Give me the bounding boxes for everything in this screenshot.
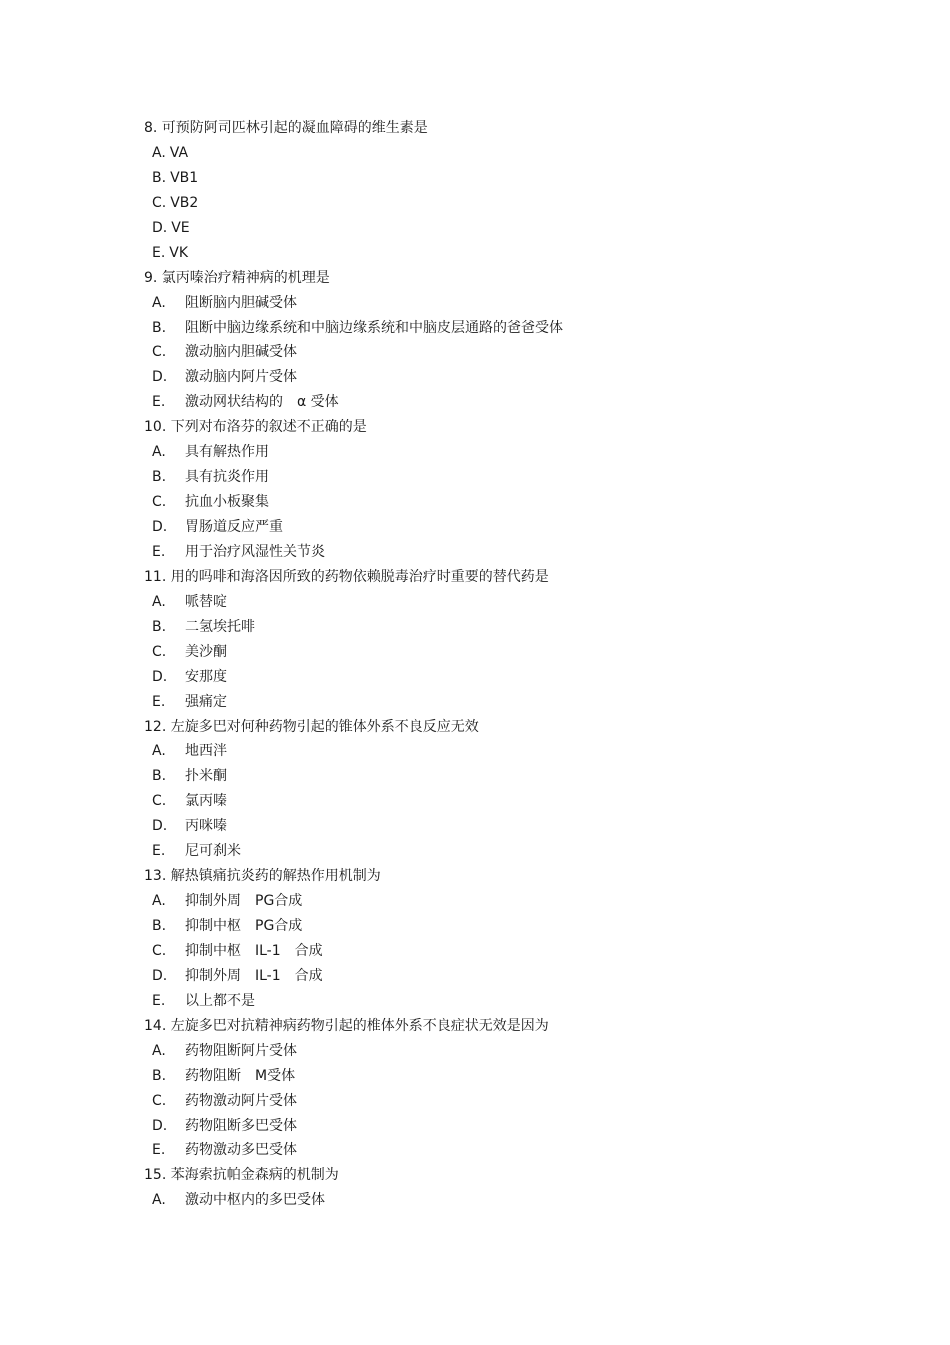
answer-option — [144, 590, 904, 615]
answer-option — [144, 1114, 904, 1139]
option-text: VE — [171, 219, 190, 236]
option-text: 地西泮 — [185, 743, 227, 760]
answer-option — [144, 789, 904, 814]
option-text: 哌替啶 — [185, 593, 227, 610]
answer-option — [144, 241, 904, 266]
option-text: 安那度 — [185, 668, 227, 685]
answer-option — [144, 540, 904, 565]
question-stem: 9. 氯丙嗪治疗精神病的机理是 — [144, 269, 330, 286]
option-letter: E. — [152, 1142, 166, 1159]
option-letter: E. — [152, 543, 166, 560]
option-letter: C. — [152, 793, 167, 810]
option-text: 尼可刹米 — [185, 843, 241, 860]
answer-option — [144, 665, 904, 690]
option-letter: E. — [152, 394, 166, 411]
option-text: 扑米酮 — [185, 768, 227, 785]
option-letter: C. — [152, 344, 167, 361]
option-text: VA — [169, 144, 189, 161]
option-text: 药物阻断 M受体 — [185, 1067, 296, 1084]
option-letter: C. — [152, 194, 167, 211]
option-letter: B. — [152, 618, 167, 635]
answer-option — [144, 989, 904, 1014]
option-letter: E. — [152, 992, 166, 1009]
option-text: 抑制中枢 IL-1 合成 — [185, 942, 323, 959]
option-text: 强痛定 — [185, 693, 227, 710]
answer-option — [144, 216, 904, 241]
option-letter: E. — [152, 244, 166, 261]
option-text: 药物阻断多巴受体 — [185, 1117, 297, 1134]
option-letter: E. — [152, 693, 166, 710]
option-text: 具有抗炎作用 — [185, 469, 269, 486]
option-text: 二氢埃托啡 — [185, 618, 255, 635]
option-letter: D. — [152, 219, 168, 236]
answer-option — [144, 141, 904, 166]
option-text: 抑制中枢 PG合成 — [185, 918, 303, 934]
question-list — [144, 116, 904, 1213]
answer-option — [144, 1089, 904, 1114]
option-text: 药物激动多巴受体 — [185, 1142, 297, 1159]
answer-option — [144, 340, 904, 365]
option-letter: A. — [152, 294, 166, 311]
answer-option — [144, 440, 904, 465]
answer-option — [144, 490, 904, 515]
answer-option — [144, 390, 904, 415]
answer-option — [144, 939, 904, 964]
question-stem: 8. 可预防阿司匹林引起的凝血障碍的维生素是 — [144, 120, 428, 136]
question-stem: 11. 用的吗啡和海洛因所致的药物依赖脱毒治疗时重要的替代药是 — [144, 568, 549, 585]
answer-option — [144, 365, 904, 390]
option-letter: D. — [152, 818, 168, 835]
option-letter: D. — [152, 519, 168, 535]
option-text: 激动脑内阿片受体 — [185, 369, 297, 386]
answer-option — [144, 690, 904, 715]
option-text: 激动网状结构的 α 受体 — [185, 394, 339, 411]
option-letter: A. — [152, 893, 166, 910]
option-letter: B. — [152, 918, 167, 934]
option-letter: A. — [152, 1192, 166, 1209]
option-letter: A. — [152, 743, 166, 760]
answer-option — [144, 166, 904, 191]
answer-option — [144, 515, 904, 540]
option-text: 阻断脑内胆碱受体 — [185, 294, 297, 311]
answer-option — [144, 889, 904, 914]
option-letter: D. — [152, 1117, 168, 1134]
option-text: 激动中枢内的多巴受体 — [185, 1192, 325, 1209]
option-letter: B. — [152, 169, 167, 186]
option-letter: B. — [152, 1067, 167, 1084]
option-text: 抑制外周 PG合成 — [185, 893, 303, 910]
option-text: 抑制外周 IL-1 合成 — [185, 967, 323, 984]
option-letter: A. — [152, 1042, 166, 1059]
option-text: 激动脑内胆碱受体 — [185, 344, 297, 361]
option-letter: C. — [152, 942, 167, 959]
answer-option — [144, 640, 904, 665]
answer-option — [144, 964, 904, 989]
option-letter: A. — [152, 444, 166, 461]
option-letter: C. — [152, 494, 167, 511]
option-letter: E. — [152, 843, 166, 860]
answer-option — [144, 1188, 904, 1213]
answer-option — [144, 839, 904, 864]
option-letter: A. — [152, 593, 166, 610]
option-text: 美沙酮 — [185, 643, 227, 660]
question-stem: 15. 苯海索抗帕金森病的机制为 — [144, 1167, 339, 1184]
question-stem: 13. 解热镇痛抗炎药的解热作用机制为 — [144, 868, 381, 885]
option-text: 丙咪嗪 — [185, 818, 227, 835]
option-text: VB2 — [170, 194, 199, 211]
question-stem: 14. 左旋多巴对抗精神病药物引起的椎体外系不良症状无效是因为 — [144, 1017, 549, 1034]
answer-option — [144, 1039, 904, 1064]
option-letter: C. — [152, 1092, 167, 1109]
question-stem: 12. 左旋多巴对何种药物引起的锥体外系不良反应无效 — [144, 718, 479, 735]
answer-option — [144, 1064, 904, 1089]
option-letter: B. — [152, 319, 167, 336]
option-text: 药物阻断阿片受体 — [185, 1042, 297, 1059]
answer-option — [144, 291, 904, 316]
option-text: 氯丙嗪 — [185, 793, 227, 810]
question-stem: 10. 下列对布洛芬的叙述不正确的是 — [144, 419, 367, 436]
option-letter: D. — [152, 967, 168, 984]
answer-option — [144, 914, 904, 939]
option-letter: C. — [152, 643, 167, 660]
answer-option — [144, 814, 904, 839]
option-text: VB1 — [170, 169, 199, 186]
answer-option — [144, 465, 904, 490]
answer-option — [144, 191, 904, 216]
option-text: 药物激动阿片受体 — [185, 1092, 297, 1109]
answer-option — [144, 1138, 904, 1163]
answer-option — [144, 739, 904, 764]
answer-option — [144, 615, 904, 640]
option-letter: A. — [152, 144, 166, 161]
option-letter: D. — [152, 369, 168, 386]
option-text: 以上都不是 — [185, 992, 255, 1009]
option-letter: B. — [152, 469, 167, 486]
option-text: 具有解热作用 — [185, 444, 269, 461]
option-text: 阻断中脑边缘系统和中脑边缘系统和中脑皮层通路的爸爸受体 — [185, 319, 563, 336]
option-text: 抗血小板聚集 — [185, 494, 269, 511]
option-letter: D. — [152, 668, 168, 685]
option-text: 用于治疗风湿性关节炎 — [185, 543, 325, 560]
option-letter: B. — [152, 768, 167, 785]
answer-option — [144, 316, 904, 341]
answer-option — [144, 764, 904, 789]
option-text: VK — [169, 244, 189, 261]
option-text: 胃肠道反应严重 — [185, 519, 283, 535]
